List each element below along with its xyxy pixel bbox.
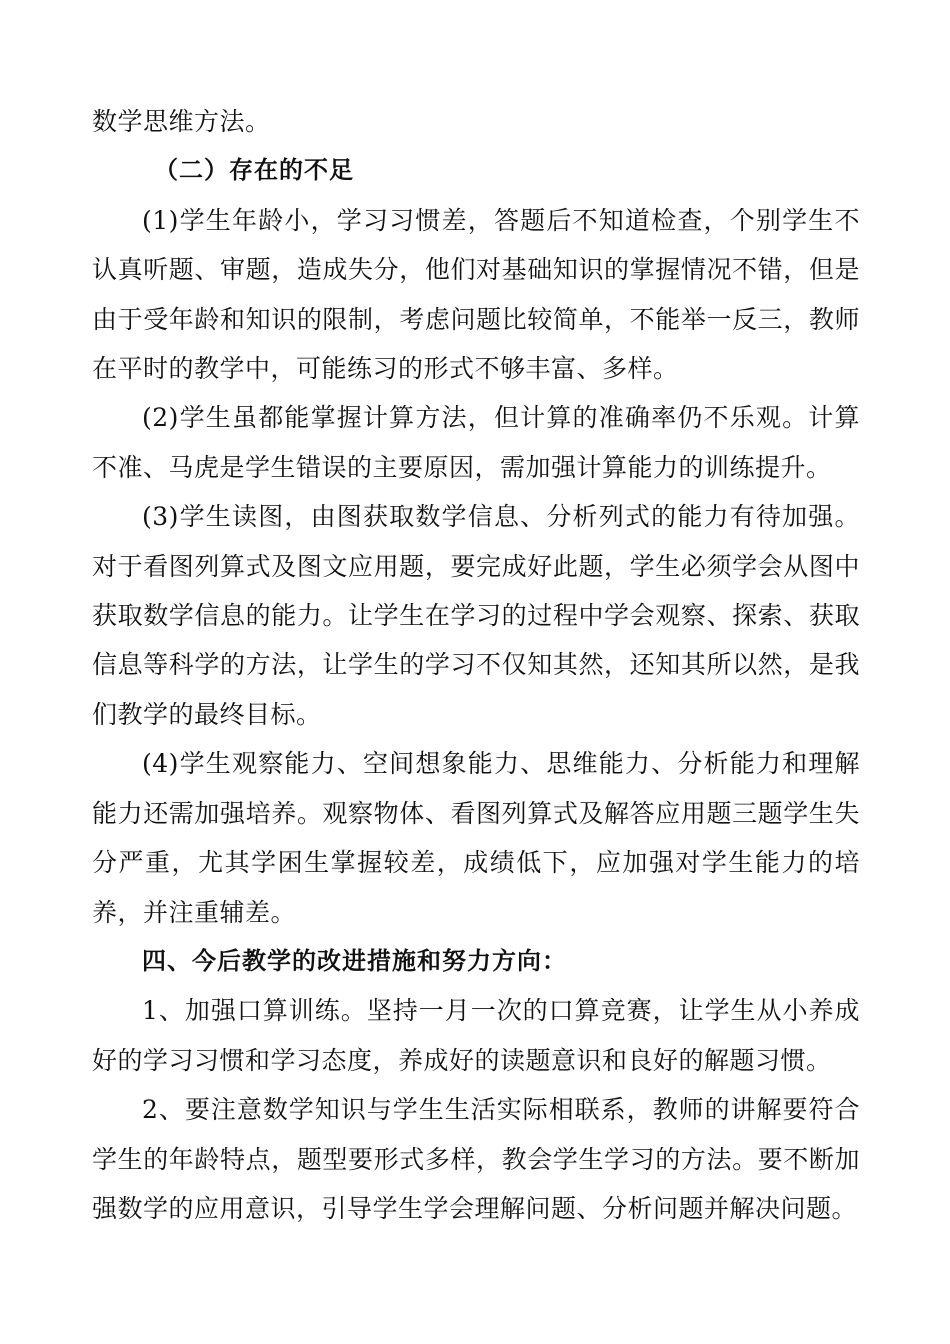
- shortcoming-item-3: (3)学生读图，由图获取数学信息、分析列式的能力有待加强。对于看图列算式及图文应用题，要完成好此题，学生必须学会从图中获取数学信息的能力。让学生在学习的过程中学会观察、探索、获取信息等科学的方法，让学生的学习不仅知其然，还知其所以然，是我们教学的最终目标。: [92, 502, 860, 729]
- continuation-text: 数学思维方法。: [92, 107, 271, 136]
- improvement-item-1: 1、加强口算训练。坚持一月一次的口算竞赛，让学生从小养成好的学习习惯和学习态度，养成好的读题意识和良好的解题习惯。: [92, 996, 860, 1075]
- document-page: [92, 97, 860, 1233]
- shortcomings-heading: （二）存在的不足: [154, 156, 354, 185]
- shortcoming-item-1: (1)学生年龄小，学习习惯差，答题后不知道检查，个别学生不认真听题、审题，造成失分，他们对基础知识的掌握情况不错，但是由于受年龄和知识的限制，考虑问题比较简单，不能举一反三，教师在平时的教学中，可能练习的形式不够丰富、多样。: [92, 205, 860, 384]
- improvements-heading: 四、今后教学的改进措施和努力方向：: [142, 946, 567, 975]
- shortcoming-item-2: (2)学生虽都能掌握计算方法，但计算的准确率仍不乐观。计算不准、马虎是学生错误的主要原因，需加强计算能力的训练提升。: [92, 403, 860, 482]
- improvement-item-2: 2、要注意数学知识与学生生活实际相联系，教师的讲解要符合学生的年龄特点，题型要形式多样，教会学生学习的方法。要不断加强数学的应用意识，引导学生学会理解问题、分析问题并解决问题。: [92, 1095, 860, 1223]
- shortcoming-item-4: (4)学生观察能力、空间想象能力、思维能力、分析能力和理解能力还需加强培养。观察物体、看图列算式及解答应用题三题学生失分严重，尤其学困生掌握较差，成绩低下，应加强对学生能力的培养，并注重辅差。: [92, 749, 860, 927]
